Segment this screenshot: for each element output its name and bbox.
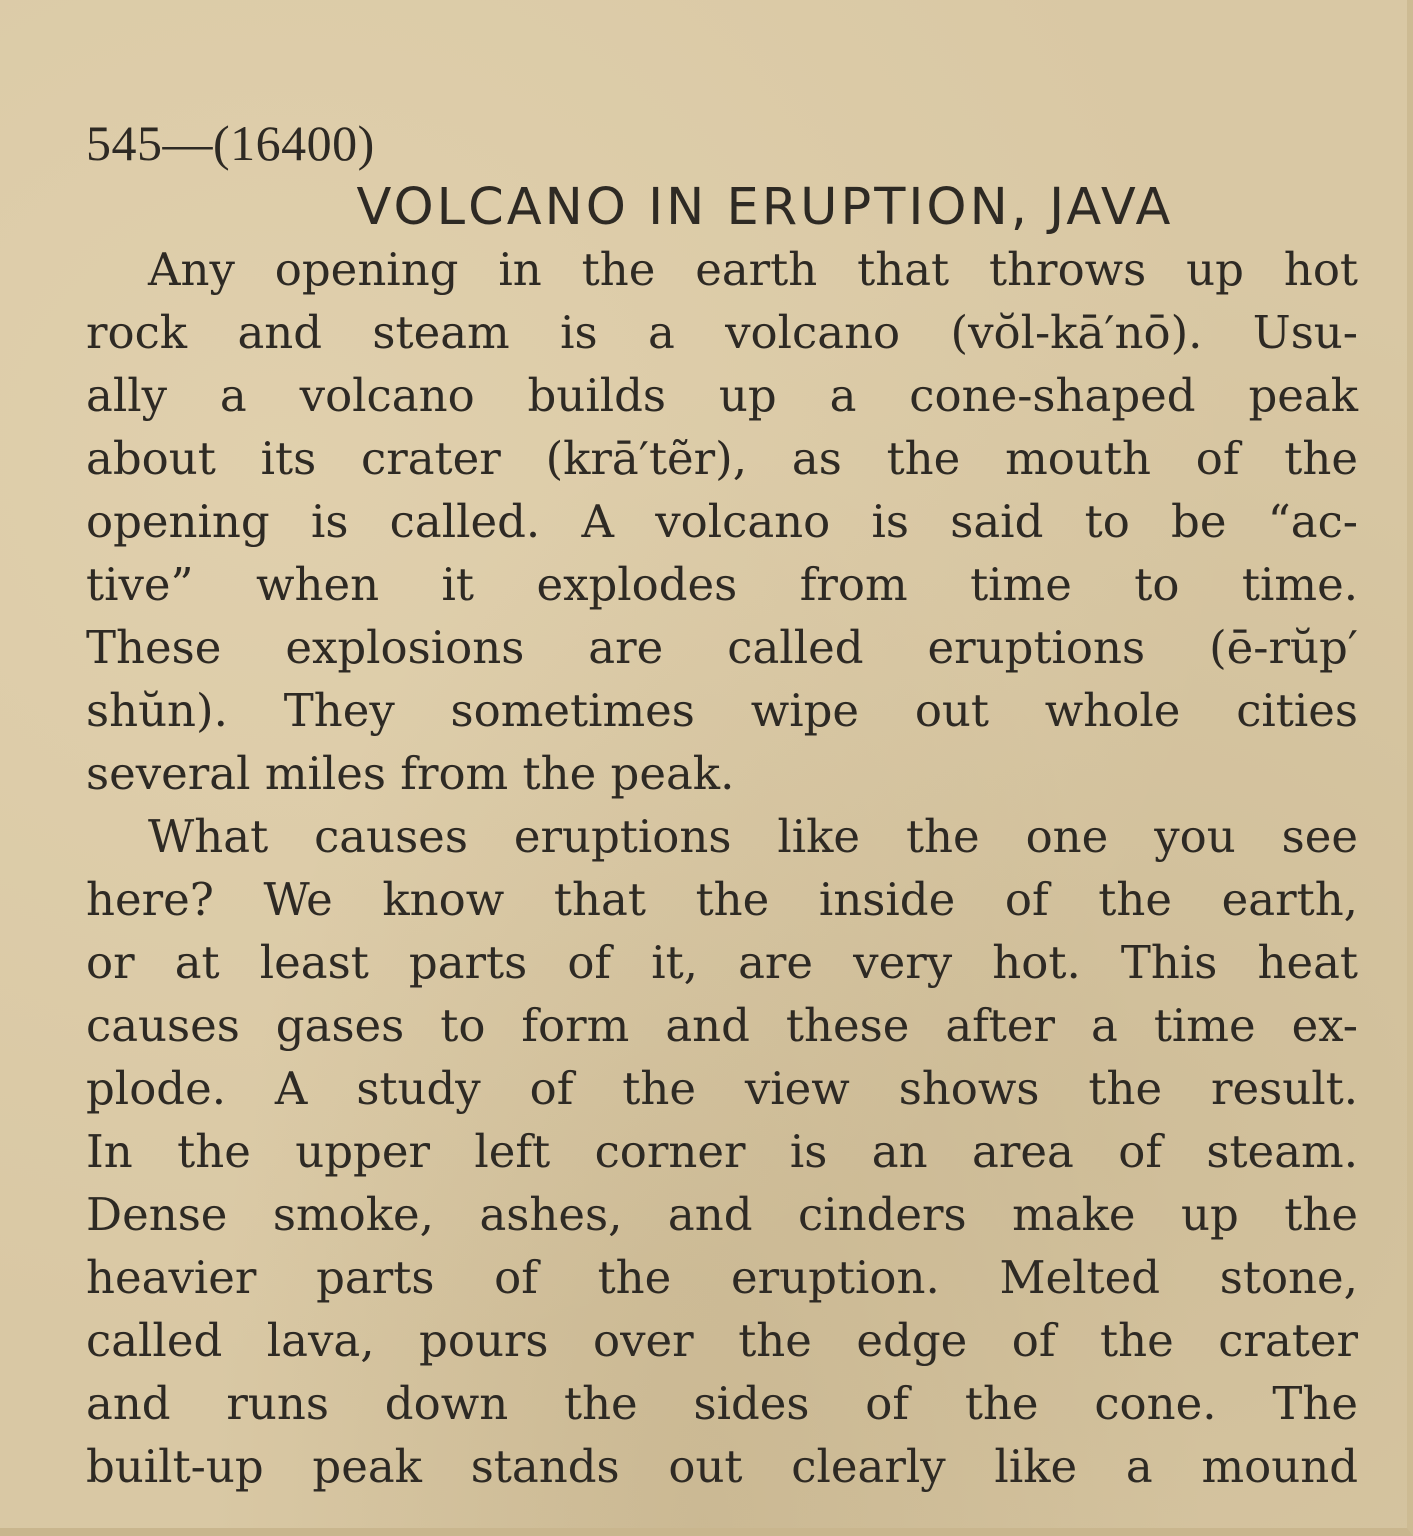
text-line: opening is called. A volcano is said to be “ac- <box>86 495 1358 548</box>
text-line: Dense smoke, ashes, and cinders make up the <box>86 1188 1358 1241</box>
text-line: What causes eruptions like the one you see <box>148 810 1358 863</box>
text-line: built-up peak stands out clearly like a mound <box>86 1440 1358 1493</box>
text-line: rock and steam is a volcano (vŏl-kā′nō). Usu- <box>86 306 1358 359</box>
text-line: ally a volcano builds up a cone-shaped peak <box>86 369 1358 422</box>
paragraph-1 <box>86 238 1358 805</box>
text-line: tive” when it explodes from time to time. <box>86 558 1358 611</box>
text-line: or at least parts of it, are very hot. This heat <box>86 936 1358 989</box>
text-line: These explosions are called eruptions (ē-rŭp′ <box>86 621 1358 674</box>
text-line: Any opening in the earth that throws up hot <box>148 243 1358 296</box>
text-line: several miles from the peak. <box>86 747 735 800</box>
text-line: In the upper left corner is an area of steam. <box>86 1125 1358 1178</box>
text-line: shŭn). They sometimes wipe out whole cities <box>86 684 1358 737</box>
text-line: here? We know that the inside of the earth, <box>86 873 1358 926</box>
text-line: heavier parts of the eruption. Melted stone, <box>86 1251 1358 1304</box>
text-line: called lava, pours over the edge of the crater <box>86 1314 1358 1367</box>
card-title: VOLCANO IN ERUPTION, JAVA <box>356 178 1174 237</box>
text-line: and runs down the sides of the cone. The <box>86 1377 1358 1430</box>
card-number: 545—(16400) <box>86 115 375 171</box>
text-line: about its crater (krā′tẽr), as the mouth of the <box>86 432 1358 485</box>
text-column <box>86 108 1358 1498</box>
text-line: causes gases to form and these after a time ex- <box>86 999 1358 1052</box>
paragraph-2 <box>86 805 1358 1498</box>
text-line: plode. A study of the view shows the result. <box>86 1062 1358 1115</box>
